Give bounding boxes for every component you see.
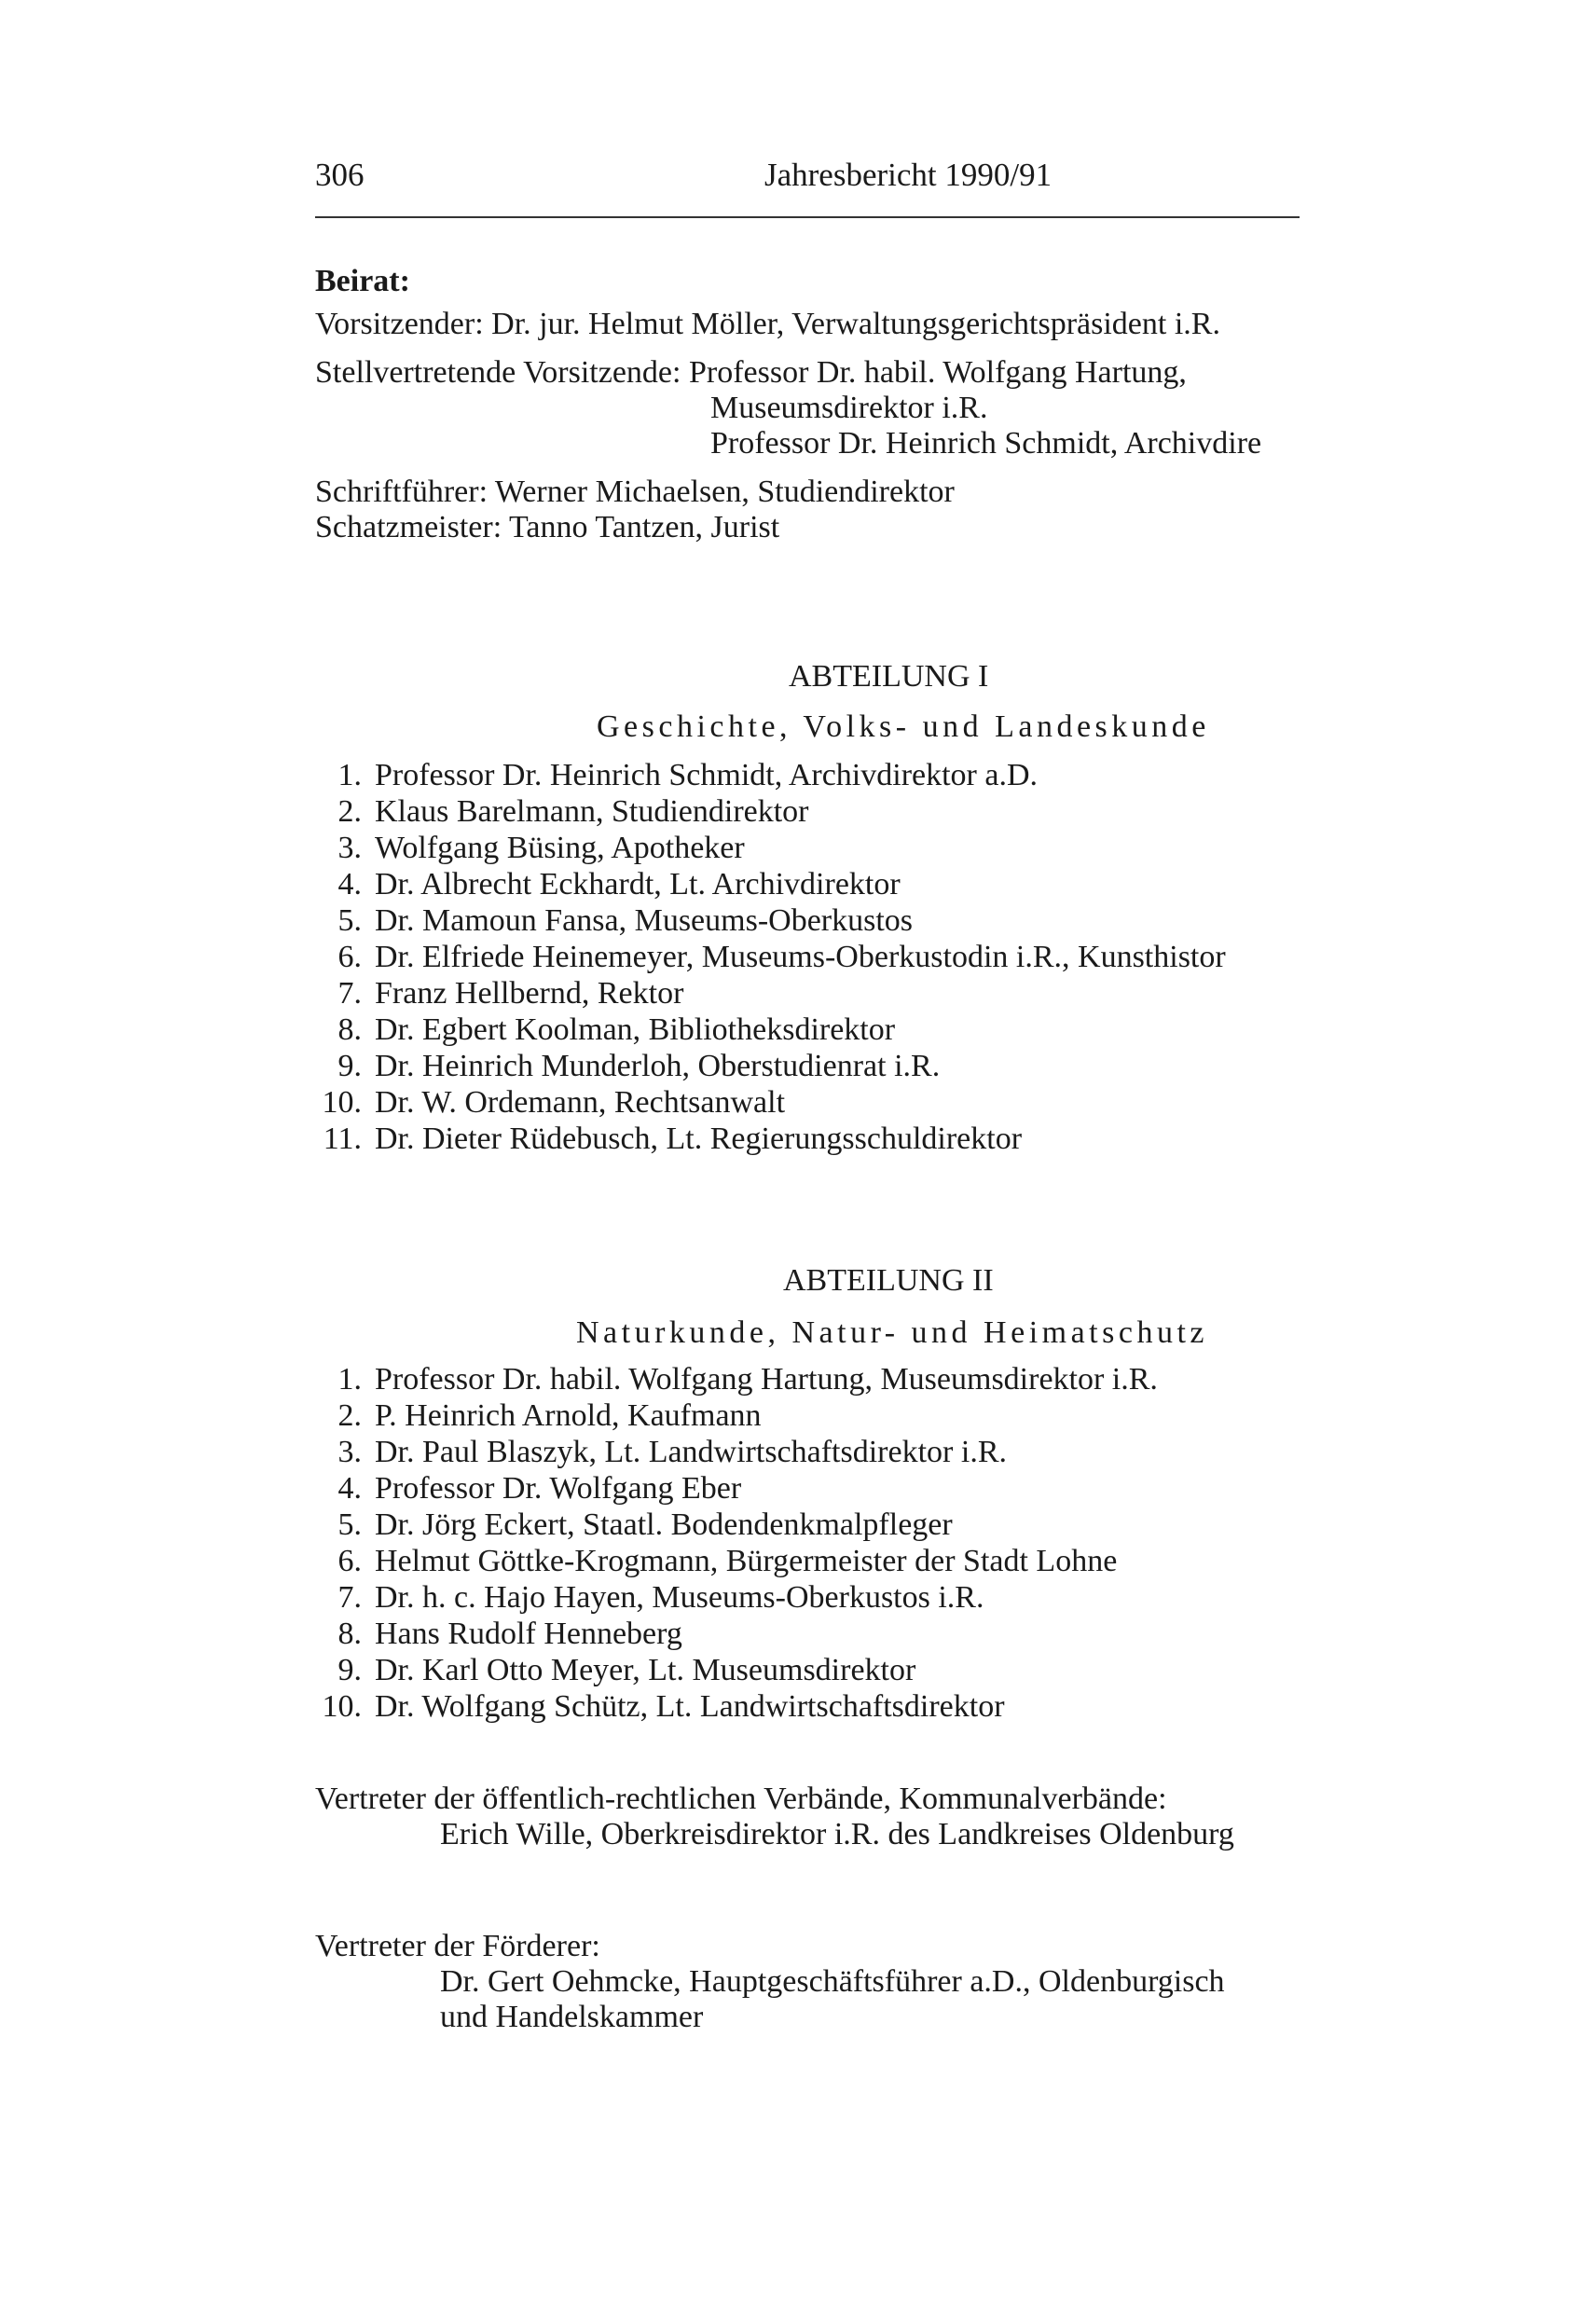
list-item-number: 11. [323, 1122, 362, 1156]
verbaende-label: Vertreter der öffentlich-rechtlichen Verbände, Kommunalverbände: [315, 1782, 1167, 1816]
list-item-text: Dr. Egbert Koolman, Bibliotheksdirektor [375, 1012, 896, 1047]
list-item-text: Dr. W. Ordemann, Rechtsanwalt [375, 1085, 786, 1120]
list-item [315, 939, 1303, 975]
list-item-text: Professor Dr. habil. Wolfgang Hartung, Museumsdirektor i.R. [375, 1362, 1158, 1397]
list-item-number: 8. [337, 1617, 362, 1651]
list-item-text: Dr. Heinrich Munderloh, Oberstudienrat i.R. [375, 1049, 941, 1083]
list-item-text: Dr. Mamoun Fansa, Museums-Oberkustos [375, 903, 914, 938]
list-item-text: Dr. Paul Blaszyk, Lt. Landwirtschaftsdirektor i.R. [375, 1435, 1007, 1469]
list-item-text: P. Heinrich Arnold, Kaufmann [375, 1398, 762, 1433]
list-item-number: 7. [337, 1580, 362, 1615]
beirat-chairman: Vorsitzender: Dr. jur. Helmut Möller, Verwaltungsgerichtspräsident i.R. [315, 307, 1220, 341]
abteilung-1-heading: ABTEILUNG I [789, 659, 989, 694]
beirat-treasurer: Schatzmeister: Tanno Tantzen, Jurist [315, 510, 780, 544]
list-item [315, 1361, 1303, 1397]
list-item-text: Professor Dr. Heinrich Schmidt, Archivdirektor a.D. [375, 758, 1039, 792]
foerderer-line-2: und Handelskammer [440, 2000, 704, 2034]
list-item [315, 1470, 1303, 1507]
list-item-text: Professor Dr. Wolfgang Eber [375, 1471, 742, 1506]
list-item-number: 6. [337, 940, 362, 974]
list-item-text: Hans Rudolf Henneberg [375, 1617, 682, 1651]
list-item-text: Helmut Göttke-Krogmann, Bürgermeister der Stadt Lohne [375, 1544, 1118, 1578]
abteilung-2-heading: ABTEILUNG II [783, 1263, 994, 1298]
beirat-deputy-1: Stellvertretende Vorsitzende: Professor Dr. habil. Wolfgang Hartung, [315, 355, 1187, 390]
abteilung-1-members [315, 757, 1303, 1157]
list-item [315, 1434, 1303, 1470]
list-item-number: 8. [337, 1012, 362, 1047]
beirat-deputy-2: Professor Dr. Heinrich Schmidt, Archivdire [710, 426, 1262, 461]
list-item-text: Dr. h. c. Hajo Hayen, Museums-Oberkustos i.R. [375, 1580, 984, 1615]
list-item [315, 1507, 1303, 1543]
abteilung-1-subheading: Geschichte, Volks- und Landeskunde [597, 709, 1210, 744]
list-item-number: 2. [337, 794, 362, 829]
list-item-text: Dr. Karl Otto Meyer, Lt. Museumsdirektor [375, 1653, 916, 1687]
list-item-text: Franz Hellbernd, Rektor [375, 976, 684, 1011]
list-item-number: 4. [337, 867, 362, 901]
list-item-text: Wolfgang Büsing, Apotheker [375, 831, 745, 865]
header-rule [315, 216, 1300, 218]
list-item-text: Dr. Wolfgang Schütz, Lt. Landwirtschaftsdirektor [375, 1689, 1005, 1724]
list-item [315, 757, 1303, 793]
list-item-number: 3. [337, 1435, 362, 1469]
list-item [315, 1652, 1303, 1688]
list-item-number: 1. [337, 758, 362, 792]
page-number: 306 [315, 157, 365, 193]
list-item [315, 866, 1303, 902]
list-item [315, 1121, 1303, 1157]
verbaende-name: Erich Wille, Oberkreisdirektor i.R. des Landkreises Oldenburg [440, 1817, 1234, 1851]
list-item [315, 1397, 1303, 1434]
list-item-number: 4. [337, 1471, 362, 1506]
list-item [315, 1616, 1303, 1652]
abteilung-2-subheading: Naturkunde, Natur- und Heimatschutz [576, 1315, 1208, 1350]
abteilung-2-members [315, 1361, 1303, 1725]
list-item-number: 2. [337, 1398, 362, 1433]
list-item-number: 5. [337, 1507, 362, 1542]
list-item-number: 10. [322, 1689, 362, 1724]
list-item [315, 975, 1303, 1012]
list-item [315, 902, 1303, 939]
list-item-text: Dr. Jörg Eckert, Staatl. Bodendenkmalpfleger [375, 1507, 953, 1542]
foerderer-label: Vertreter der Förderer: [315, 1929, 600, 1963]
list-item [315, 1543, 1303, 1579]
list-item-number: 3. [337, 831, 362, 865]
list-item [315, 793, 1303, 830]
list-item [315, 1688, 1303, 1725]
list-item-number: 1. [337, 1362, 362, 1397]
list-item-number: 10. [322, 1085, 362, 1120]
list-item-number: 6. [337, 1544, 362, 1578]
beirat-secretary: Schriftführer: Werner Michaelsen, Studiendirektor [315, 475, 955, 509]
beirat-title: Beirat: [315, 264, 410, 298]
list-item-number: 7. [337, 976, 362, 1011]
list-item-text: Dr. Dieter Rüdebusch, Lt. Regierungsschuldirektor [375, 1122, 1023, 1156]
running-title: Jahresbericht 1990/91 [764, 157, 1053, 193]
list-item-number: 9. [337, 1653, 362, 1687]
list-item-number: 9. [337, 1049, 362, 1083]
list-item [315, 1084, 1303, 1121]
list-item-number: 5. [337, 903, 362, 938]
list-item-text: Dr. Albrecht Eckhardt, Lt. Archivdirektor [375, 867, 901, 901]
list-item [315, 1579, 1303, 1616]
page-header [315, 157, 1300, 213]
list-item [315, 1048, 1303, 1084]
list-item [315, 830, 1303, 866]
beirat-deputy-1-cont: Museumsdirektor i.R. [710, 391, 988, 425]
list-item-text: Dr. Elfriede Heinemeyer, Museums-Oberkustodin i.R., Kunsthistor [375, 940, 1226, 974]
list-item-text: Klaus Barelmann, Studiendirektor [375, 794, 809, 829]
list-item [315, 1012, 1303, 1048]
foerderer-line-1: Dr. Gert Oehmcke, Hauptgeschäftsführer a.D., Oldenburgisch [440, 1964, 1225, 1999]
